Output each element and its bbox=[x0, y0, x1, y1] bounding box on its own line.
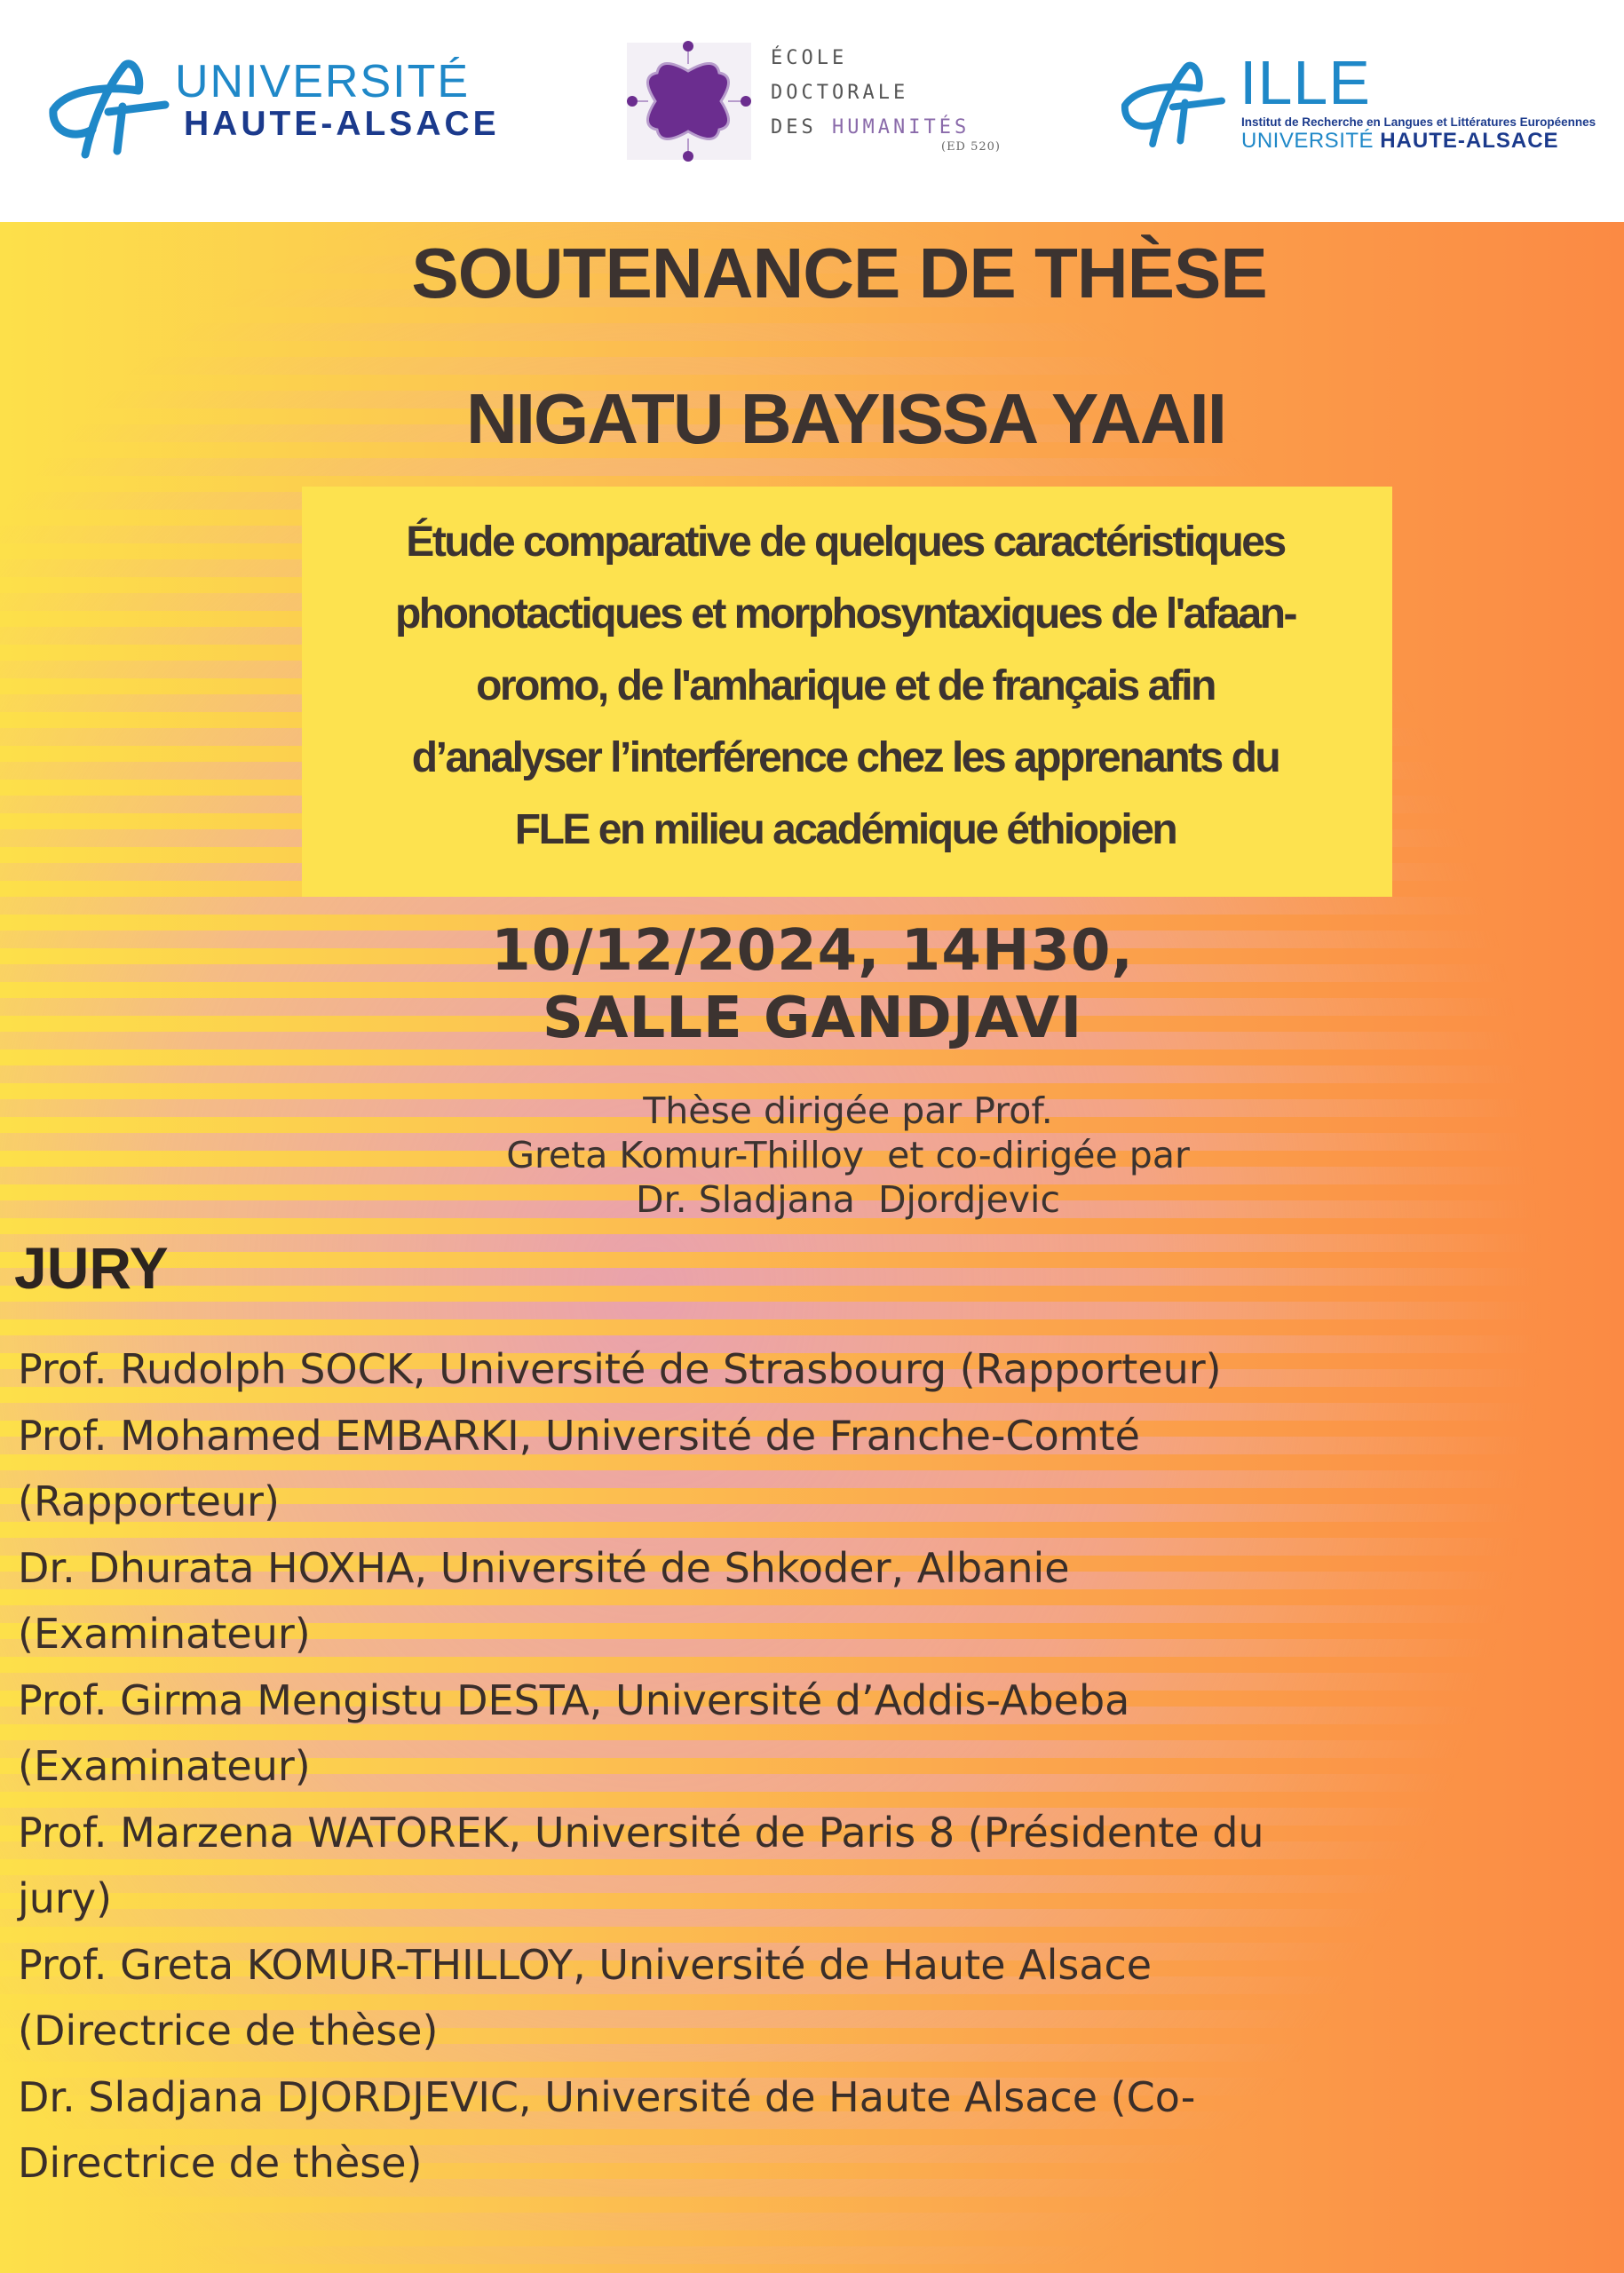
ecole-line3a: DES bbox=[771, 116, 817, 139]
jury-line: Prof. Girma Mengistu DESTA, Université d’Addis-Abeba bbox=[18, 1675, 1130, 1724]
thesis-title-line: d’analyser l’interférence chez les apprenants du bbox=[411, 734, 1279, 781]
uha-logo-line2: HAUTE-ALSACE bbox=[184, 105, 500, 143]
event-date-location bbox=[0, 917, 1624, 1052]
jury-line: Prof. Greta KOMUR-THILLOY, Université de Haute Alsace bbox=[18, 1940, 1153, 1989]
direction-line: Thèse dirigée par Prof. bbox=[643, 1089, 1053, 1132]
jury-line: Prof. Marzena WATOREK, Université de Paris 8 (Présidente du bbox=[18, 1808, 1264, 1857]
ille-university bbox=[1241, 129, 1559, 154]
direction-line: Dr. Sladjana Djordjevic bbox=[635, 1178, 1060, 1221]
ecole-line2: DOCTORALE bbox=[771, 82, 909, 104]
ille-logo bbox=[1119, 48, 1598, 162]
jury-line: jury) bbox=[18, 1874, 113, 1922]
jury-line: (Directrice de thèse) bbox=[18, 2007, 439, 2055]
thesis-title bbox=[321, 506, 1369, 866]
ecole-ed-number: (ED 520) bbox=[941, 140, 1002, 154]
jury-line: Dr. Sladjana DJORDJEVIC, Université de Haute Alsace (Co- bbox=[18, 2072, 1196, 2121]
jury-line: Dr. Dhurata HOXHA, Université de Shkoder, Albanie bbox=[18, 1543, 1070, 1592]
thesis-title-line: Étude comparative de quelques caractéristiques bbox=[406, 519, 1285, 566]
ille-monogram-icon bbox=[1119, 57, 1234, 151]
thesis-direction bbox=[0, 1089, 1624, 1222]
event-title: SOUTENANCE DE THÈSE bbox=[411, 234, 1267, 313]
jury-line: (Rapporteur) bbox=[18, 1477, 280, 1525]
jury-line: (Examinateur) bbox=[18, 1610, 311, 1658]
event-room: SALLE GANDJAVI bbox=[542, 986, 1083, 1051]
ecole-doctorale-flower-icon bbox=[622, 34, 755, 167]
jury-line: Directrice de thèse) bbox=[18, 2139, 423, 2187]
logo-header-band bbox=[0, 0, 1624, 222]
ille-univ-a: UNIVERSITÉ bbox=[1241, 129, 1374, 153]
ecole-doctorale-name bbox=[771, 41, 970, 145]
ecole-doctorale-logo bbox=[622, 34, 1021, 167]
ecole-line3b: HUMANITÉS bbox=[832, 116, 970, 139]
thesis-title-line: phonotactiques et morphosyntaxiques de l'afaan- bbox=[394, 590, 1296, 638]
jury-heading: JURY bbox=[14, 1235, 169, 1301]
ille-acronym: ILLE bbox=[1240, 48, 1371, 117]
jury-line: (Examinateur) bbox=[18, 1742, 311, 1790]
ecole-line1: ÉCOLE bbox=[771, 47, 848, 69]
uha-monogram-icon bbox=[46, 55, 179, 162]
thesis-title-line: FLE en milieu académique éthiopien bbox=[514, 806, 1176, 853]
ille-subtitle: Institut de Recherche en Langues et Littératures Européennes bbox=[1241, 115, 1596, 129]
direction-line: Greta Komur-Thilloy et co-dirigée par bbox=[506, 1134, 1190, 1176]
jury-list bbox=[18, 1336, 1492, 2197]
event-datetime: 10/12/2024, 14H30, bbox=[491, 918, 1134, 984]
universite-haute-alsace-logo bbox=[46, 55, 552, 162]
thesis-title-line: oromo, de l'amharique et de français afin bbox=[476, 662, 1215, 709]
jury-line: Prof. Mohamed EMBARKI, Université de Franche-Comté bbox=[18, 1411, 1140, 1460]
ecole-line3 bbox=[771, 110, 970, 145]
uha-logo-line1: UNIVERSITÉ bbox=[175, 56, 471, 107]
ille-univ-b: HAUTE-ALSACE bbox=[1380, 129, 1559, 153]
candidate-name: NIGATU BAYISSA YAAII bbox=[465, 379, 1226, 458]
jury-line: Prof. Rudolph SOCK, Université de Strasbourg (Rapporteur) bbox=[18, 1345, 1222, 1393]
